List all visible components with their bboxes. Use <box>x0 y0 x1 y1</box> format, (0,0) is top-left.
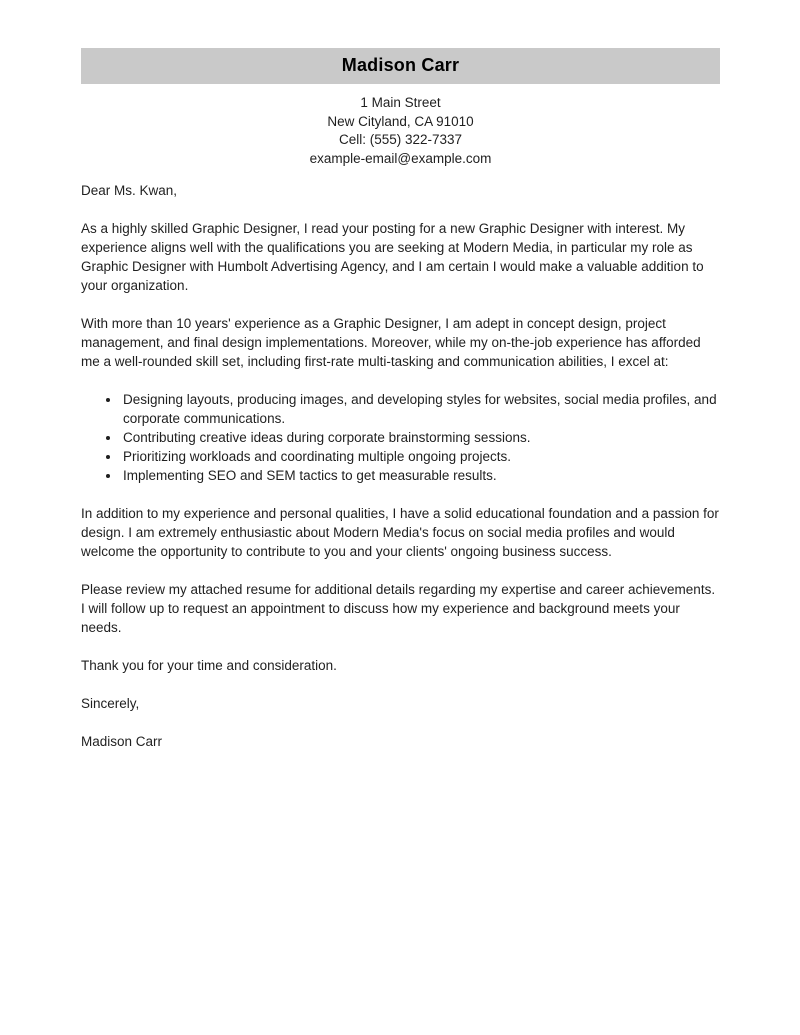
paragraph-intro: As a highly skilled Graphic Designer, I read your posting for a new Graphic Designer with interest. My experience aligns well with the qualifications you are seeking at Modern Media, in particular my role as Graphic Designer with Humbolt Advertising Agency, and I am certain I would make a valuable addition to your organization. <box>81 221 704 293</box>
skills-bullet-list <box>81 390 720 485</box>
thank-you-line: Thank you for your time and consideration. <box>81 658 337 673</box>
contact-email: example-email@example.com <box>309 150 492 166</box>
contact-street: 1 Main Street <box>360 95 441 110</box>
paragraph-experience: With more than 10 years' experience as a Graphic Designer, I am adept in concept design, project management, and final design implementations. Moreover, while my on-the-job experience has afforded me a well-rounded skill set, including first-rate multi-tasking and communication abilities, I excel at: <box>81 316 701 369</box>
contact-block <box>81 94 720 168</box>
letter-body <box>81 181 720 751</box>
bullet-item: • Designing layouts, producing images, and developing styles for websites, social media profiles, and corporate communications. <box>121 390 720 428</box>
bullet-item: • Contributing creative ideas during corporate brainstorming sessions. <box>121 428 720 447</box>
contact-city-state-zip: New Cityland, CA 91010 <box>327 113 474 129</box>
applicant-name-heading: Madison Carr <box>341 55 460 75</box>
bullet-item: • Implementing SEO and SEM tactics to get measurable results. <box>121 466 720 485</box>
signature-name: Madison Carr <box>81 734 163 749</box>
contact-phone: Cell: (555) 322-7337 <box>338 132 463 147</box>
valediction: Sincerely, <box>81 696 140 711</box>
paragraph-education: In addition to my experience and personal qualities, I have a solid educational foundation and a passion for design. I am extremely enthusiastic about Modern Media's focus on social media profiles and would welcome the opportunity to contribute to you and your clients' ongoing business success. <box>81 506 719 559</box>
bullet-item: • Prioritizing workloads and coordinating multiple ongoing projects. <box>121 447 720 466</box>
name-banner <box>81 48 720 84</box>
paragraph-resume: Please review my attached resume for additional details regarding my expertise and career achievements. I will follow up to request an appointment to discuss how my experience and background meets your needs. <box>81 582 716 635</box>
salutation: Dear Ms. Kwan, <box>81 183 178 198</box>
